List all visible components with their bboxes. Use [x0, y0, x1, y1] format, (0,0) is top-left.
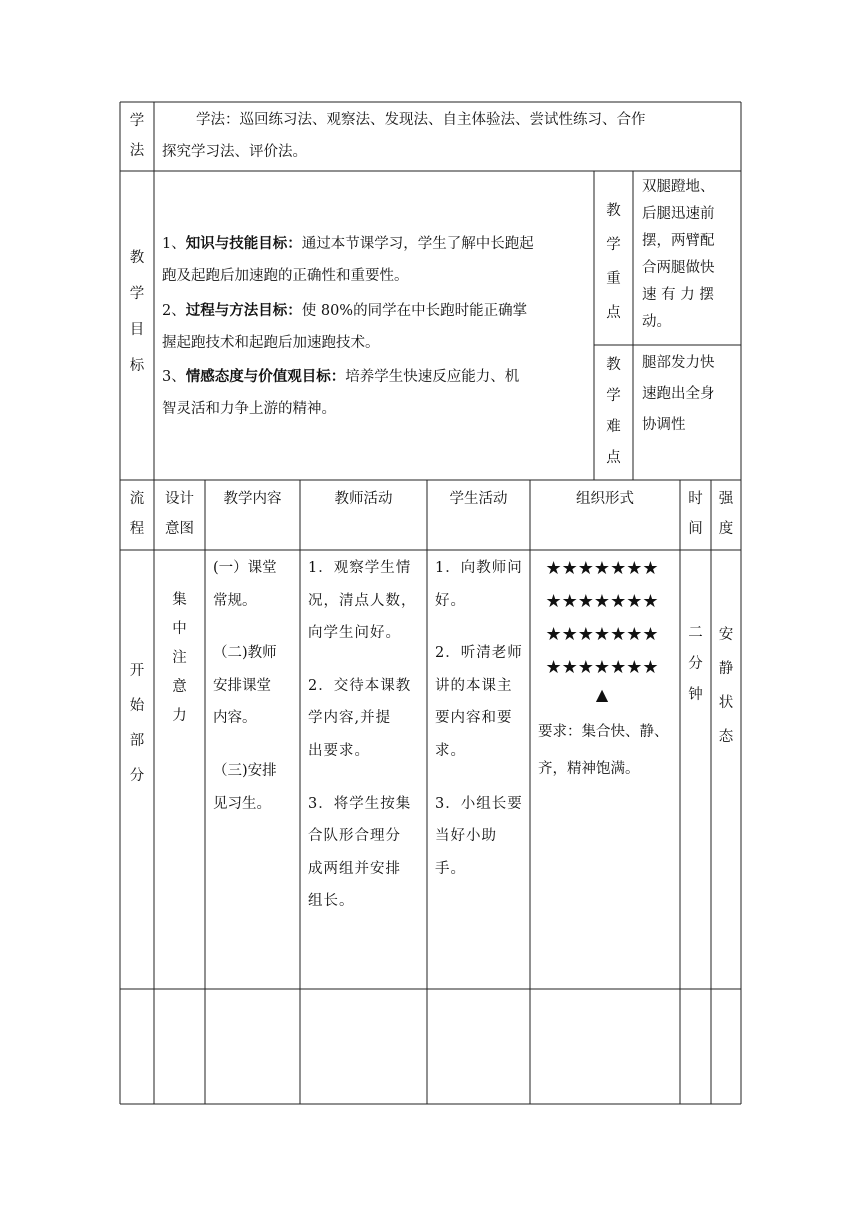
- methods-line-2: 探究学习法、评价法。: [162, 144, 307, 160]
- difficulty-text: 腿部发力快 速跑出全身 协调性: [642, 355, 715, 433]
- goal-1-line-b: 跑及起跑后加速跑的正确性和重要性。: [162, 268, 409, 284]
- formation-row-4: ★★★★★★★: [545, 657, 659, 678]
- design-intent: 集 中 注 意 力: [172, 592, 187, 724]
- teacher-position-icon: ▲: [595, 685, 609, 704]
- header-design: 设计 意图: [165, 491, 194, 537]
- goal-1-line-a: 1、知识与技能目标：通过本节课学习，学生了解中长跑起: [162, 235, 534, 252]
- methods-label: 学 法: [129, 113, 145, 159]
- key-point-label: 教 学 重 点: [606, 203, 621, 321]
- goal-3-line-b: 智灵活和力争上游的精神。: [162, 401, 336, 417]
- teacher-activities: 1．观察学生情 况，清点人数， 向学生问好。 2．交待本课教 学内容,并提 出要求。 3．将学生按集 合队形合理分 成两组并安排 组长。: [308, 560, 417, 910]
- header-intensity: 强 度: [718, 491, 734, 537]
- methods-line-1: 学法：巡回练习法、观察法、发现法、自主体验法、尝试性练习、合作: [196, 112, 646, 128]
- student-activities: 1．向教师问 好。 2．听清老师 讲的本课主 要内容和要 求。 3．小组长要 当好小助 手。: [435, 560, 523, 877]
- goal-2-line-b: 握起跑技术和起跑后加速跑技术。: [162, 335, 380, 351]
- requirement-line-b: 齐，精神饱满。: [538, 761, 640, 777]
- flow-start-section: 开 始 部 分: [129, 663, 145, 784]
- goals-label: 教 学 目 标: [129, 250, 145, 374]
- header-flow: 流 程: [129, 491, 145, 537]
- formation-row-3: ★★★★★★★: [545, 624, 659, 645]
- teaching-content: (一）课堂 常规。 （二)教师 安排课堂 内容。 （三)安排 见习生。: [213, 560, 277, 812]
- formation-row-1: ★★★★★★★: [545, 558, 659, 579]
- difficulty-label: 教 学 难 点: [606, 357, 621, 466]
- header-content: 教学内容: [223, 491, 282, 507]
- time-value: 二 分 钟: [688, 625, 703, 703]
- key-point-text: 双腿蹬地、 后腿迅速前 摆，两臂配 合两腿做快 速 有 力 摆 动。: [642, 179, 715, 330]
- header-student: 学生活动: [449, 491, 508, 507]
- requirement-line-a: 要求：集合快、静、: [538, 724, 669, 740]
- goal-3-line-a: 3、情感态度与价值观目标：培养学生快速反应能力、机: [162, 368, 520, 385]
- formation-row-2: ★★★★★★★: [545, 591, 659, 612]
- header-teacher: 教师活动: [334, 491, 393, 507]
- goal-2-line-a: 2、过程与方法目标：使 80%的同学在中长跑时能正确掌: [162, 302, 528, 319]
- header-org: 组织形式: [576, 491, 634, 507]
- intensity-value: 安 静 状 态: [718, 627, 734, 745]
- header-time: 时 间: [688, 491, 703, 537]
